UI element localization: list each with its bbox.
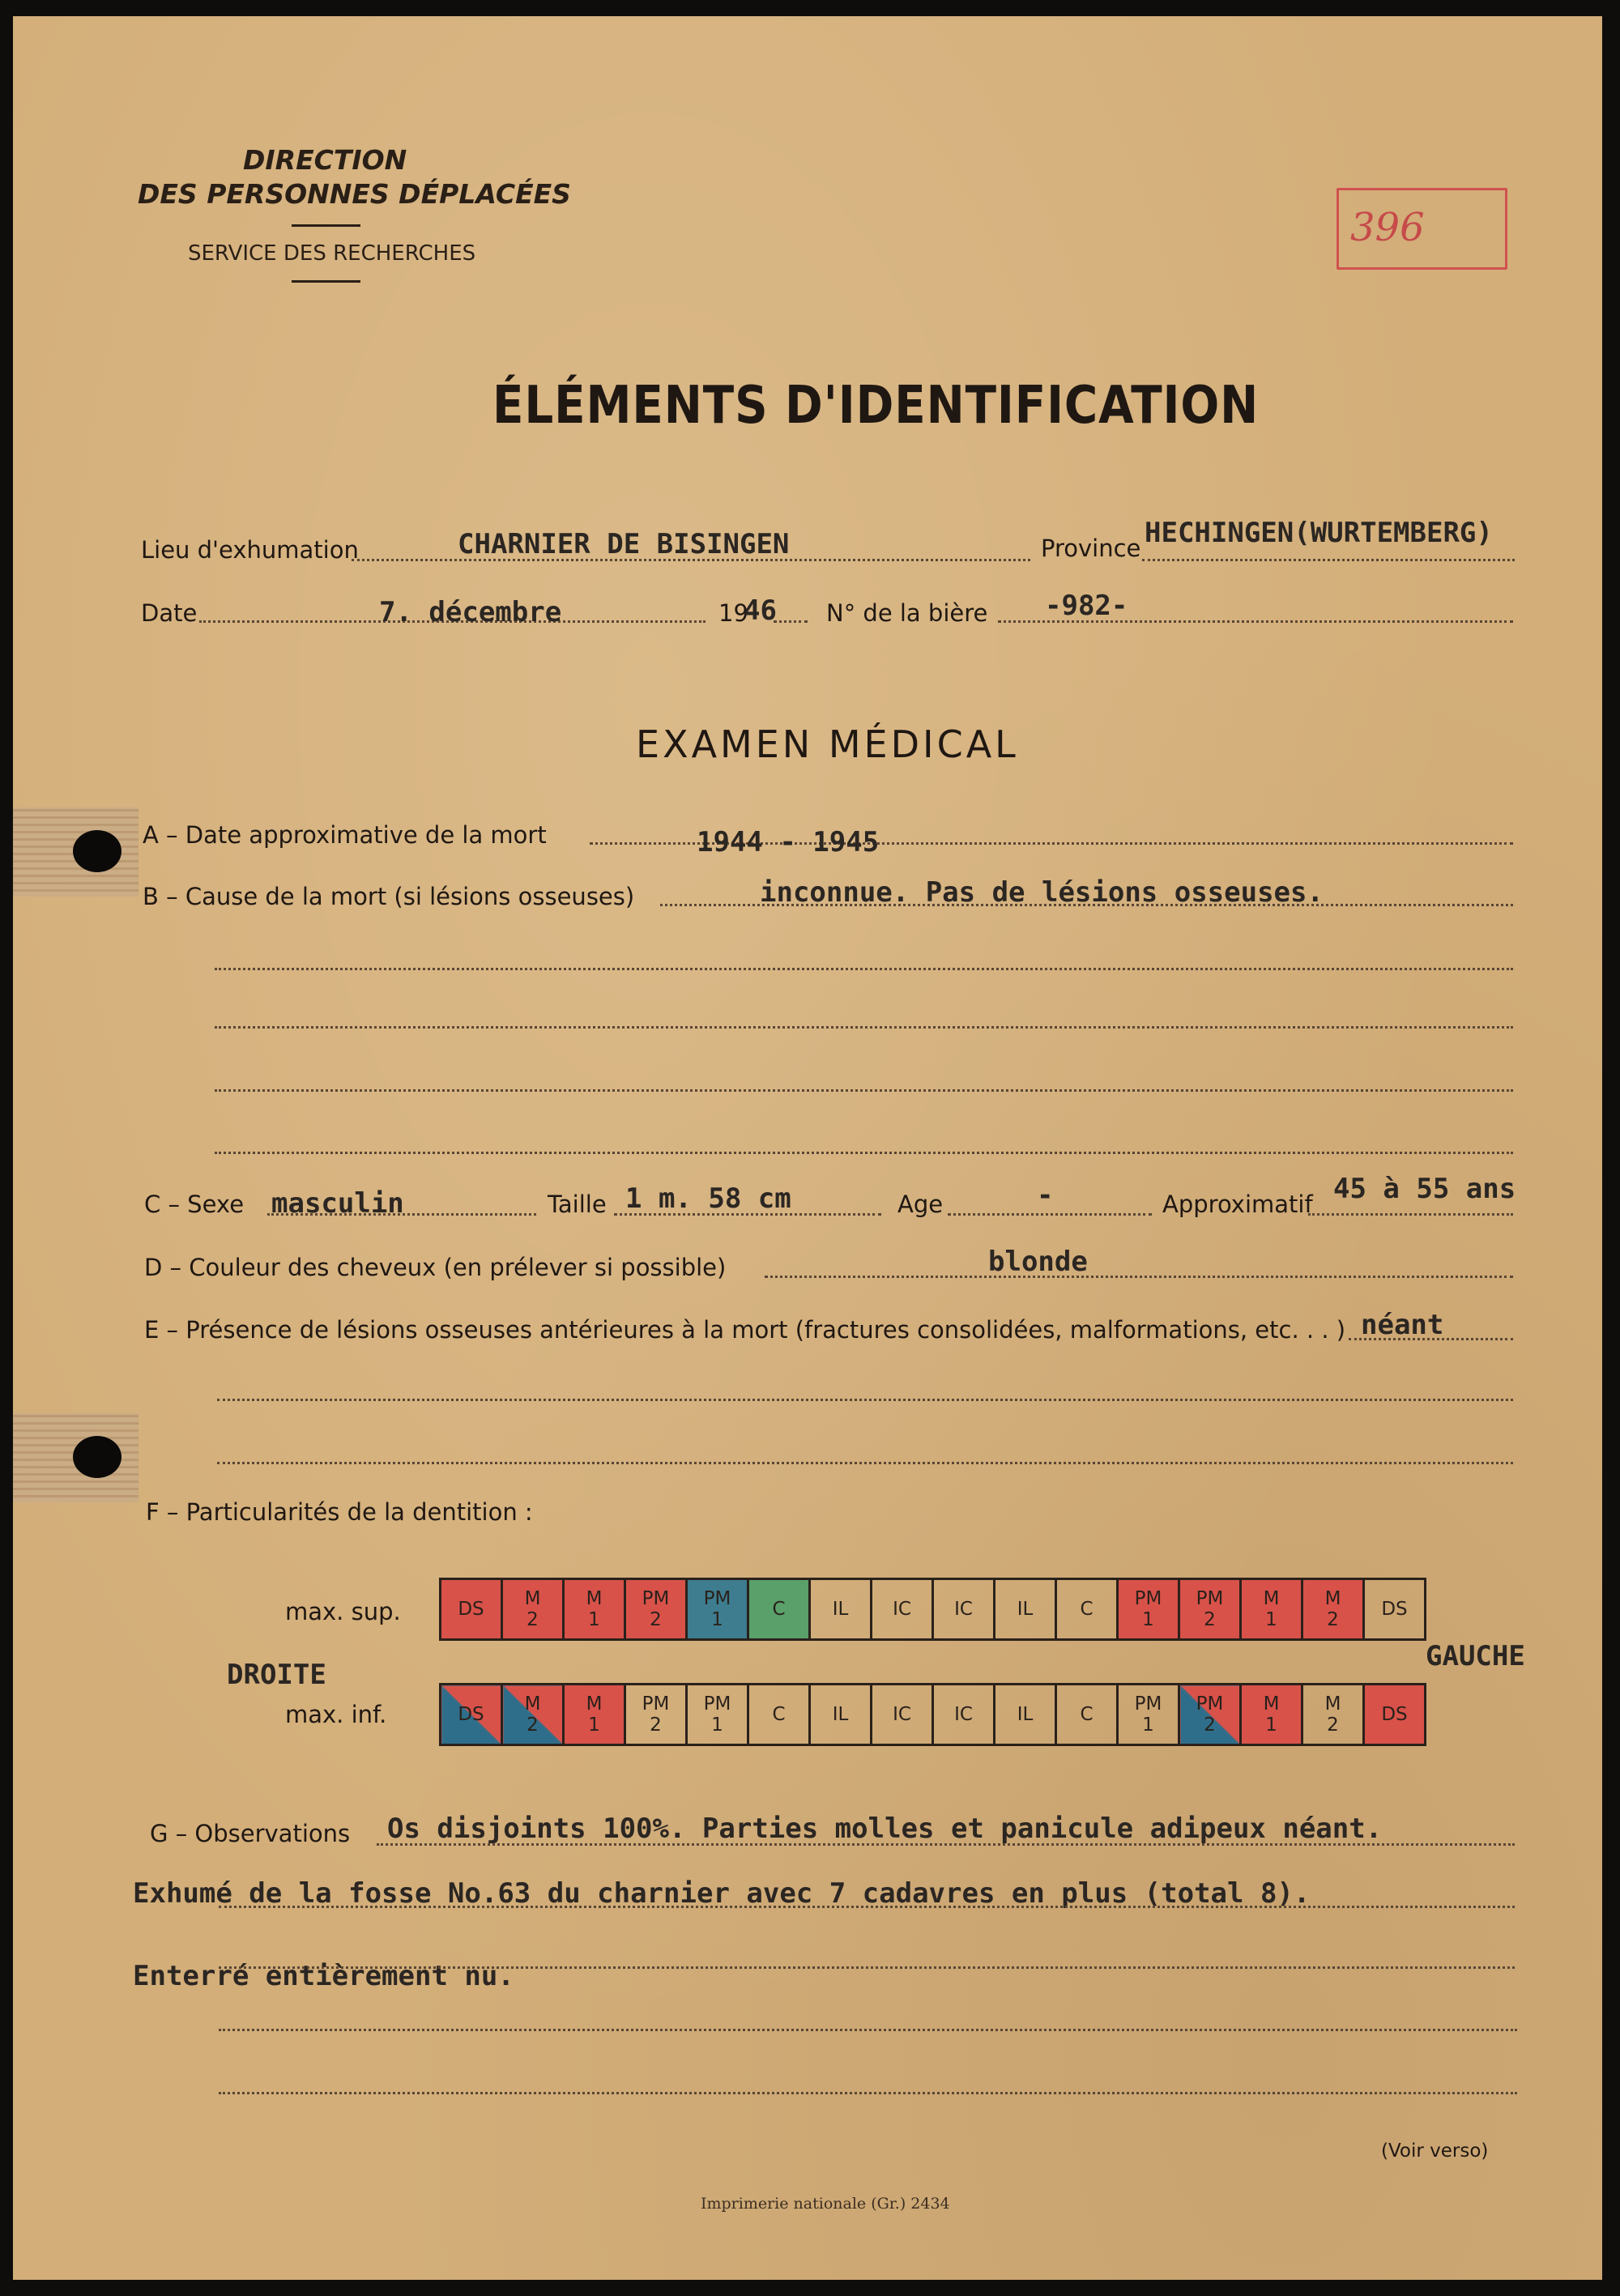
g-line-3-dots — [219, 1966, 1515, 1969]
tooth-label: IL — [1017, 1598, 1034, 1620]
tooth-label: M — [1263, 1693, 1280, 1715]
observations-line-1: Os disjoints 100%. Parties molles et panicule adipeux néant. — [387, 1813, 1383, 1845]
punch-hole-top — [73, 830, 122, 872]
voir-verso: (Voir verso) — [1381, 2141, 1489, 2162]
g-line-1-dots — [377, 1843, 1515, 1846]
tooth-number: 1 — [588, 1715, 600, 1736]
section-b-line-2 — [215, 968, 1513, 970]
tooth-label: IL — [832, 1598, 849, 1620]
tooth-inf-10 — [1056, 1685, 1118, 1745]
tooth-sup-13 — [1241, 1579, 1302, 1640]
tooth-sup-12 — [1179, 1579, 1241, 1640]
tooth-label: M — [1324, 1587, 1341, 1609]
section-a-value: 1944 - 1945 — [697, 826, 880, 858]
tooth-sup-7 — [872, 1579, 933, 1640]
tooth-inf-8 — [933, 1685, 995, 1745]
tooth-number: 2 — [1204, 1609, 1216, 1630]
tooth-label: PM — [1196, 1693, 1224, 1715]
teeth-row-upper — [441, 1579, 1426, 1640]
tooth-inf-9 — [995, 1685, 1056, 1745]
file-number-stamp — [1336, 188, 1507, 270]
section-e-label: E – Présence de lésions osseuses antérieures à la mort (fractures consolidées, malformations, etc. . . ) — [144, 1316, 1346, 1344]
tooth-inf-1 — [502, 1685, 564, 1745]
tooth-sup-8 — [933, 1579, 995, 1640]
tooth-number: 2 — [650, 1609, 662, 1630]
tooth-sup-5 — [748, 1579, 810, 1640]
gauche-label: GAUCHE — [1426, 1640, 1525, 1672]
tooth-label: PM — [703, 1693, 731, 1715]
tooth-label: IL — [832, 1703, 849, 1725]
tooth-label: C — [772, 1703, 786, 1725]
imprimerie-line: Imprimerie nationale (Gr.) 2434 — [701, 2195, 950, 2213]
year-dots — [774, 620, 808, 623]
tooth-inf-13 — [1241, 1685, 1302, 1745]
tooth-label: C — [1080, 1703, 1094, 1725]
tooth-inf-12 — [1179, 1685, 1241, 1745]
section-b-label: B – Cause de la mort (si lésions osseuses) — [143, 883, 635, 910]
tooth-label: PM — [1196, 1587, 1224, 1609]
tooth-label: C — [772, 1598, 786, 1620]
tooth-label: M — [524, 1587, 541, 1609]
tooth-sup-4 — [687, 1579, 748, 1640]
lieu-label: Lieu d'exhumation — [141, 536, 359, 564]
approx-label: Approximatif — [1162, 1191, 1313, 1218]
biere-value: -982- — [1045, 590, 1128, 622]
tooth-inf-3 — [625, 1685, 687, 1745]
lieu-value: CHARNIER DE BISINGEN — [458, 528, 790, 560]
tooth-sup-3 — [625, 1579, 687, 1640]
tooth-number: 1 — [1265, 1715, 1277, 1736]
page-title: ÉLÉMENTS D'IDENTIFICATION — [492, 376, 1260, 436]
tooth-inf-2 — [564, 1685, 625, 1745]
tooth-inf-7 — [872, 1685, 933, 1745]
tooth-label: PM — [642, 1587, 670, 1609]
province-label: Province — [1041, 535, 1141, 562]
province-value: HECHINGEN(WURTEMBERG) — [1145, 517, 1493, 549]
tooth-inf-6 — [810, 1685, 872, 1745]
tooth-number: 2 — [650, 1715, 662, 1736]
tooth-label: IC — [954, 1703, 973, 1725]
tooth-label: M — [586, 1587, 603, 1609]
observations-line-3: Enterré entièrement nu. — [133, 1960, 514, 1992]
tooth-sup-9 — [995, 1579, 1056, 1640]
tooth-number: 1 — [711, 1715, 723, 1736]
section-d-label: D – Couleur des cheveux (en prélever si possible) — [144, 1254, 727, 1281]
tooth-number: 1 — [1142, 1609, 1154, 1630]
g-line-4-dots — [219, 2029, 1517, 2031]
section-c-sexe-label: C – Sexe — [144, 1191, 245, 1218]
tooth-label: DS — [1381, 1703, 1408, 1725]
section-b-line-4 — [215, 1089, 1513, 1092]
tooth-label: IC — [954, 1598, 973, 1620]
tooth-inf-4 — [687, 1685, 748, 1745]
header-service: SERVICE DES RECHERCHES — [188, 241, 476, 266]
g-line-2-dots — [219, 1906, 1515, 1908]
observations-line-2: Exhumé de la fosse No.63 du charnier avec 7 cadavres en plus (total 8). — [133, 1877, 1311, 1910]
tooth-label: DS — [1381, 1598, 1408, 1620]
tooth-number: 2 — [526, 1715, 539, 1736]
tooth-sup-15 — [1364, 1579, 1426, 1640]
droite-label: DROITE — [227, 1659, 326, 1691]
tooth-sup-0 — [441, 1579, 502, 1640]
age-value: - — [1037, 1179, 1054, 1212]
tooth-label: DS — [458, 1703, 484, 1725]
section-e-value: néant — [1361, 1309, 1444, 1341]
section-e-line-3 — [217, 1462, 1513, 1464]
tooth-inf-14 — [1302, 1685, 1364, 1745]
section-d-value: blonde — [988, 1246, 1088, 1278]
max-sup-label: max. sup. — [285, 1598, 401, 1625]
tooth-label: M — [1263, 1587, 1280, 1609]
exam-title: EXAMEN MÉDICAL — [636, 722, 1019, 766]
tooth-inf-15 — [1364, 1685, 1426, 1745]
tooth-label: PM — [642, 1693, 670, 1715]
tooth-label: M — [586, 1693, 603, 1715]
tooth-inf-5 — [748, 1685, 810, 1745]
tooth-label: PM — [1134, 1587, 1162, 1609]
teeth-chart-lower — [439, 1683, 1426, 1746]
tooth-number: 2 — [1204, 1715, 1216, 1736]
tooth-label: PM — [1134, 1693, 1162, 1715]
section-b-line-3 — [215, 1026, 1513, 1029]
approx-value: 45 à 55 ans — [1333, 1173, 1516, 1205]
age-dots — [948, 1213, 1152, 1216]
header-rule-1 — [292, 224, 360, 227]
tooth-label: DS — [458, 1598, 484, 1620]
biere-label: N° de la bière — [826, 599, 988, 627]
header-rule-2 — [292, 280, 360, 283]
teeth-row-lower — [441, 1685, 1426, 1745]
section-f-label: F – Particularités de la dentition : — [146, 1498, 533, 1526]
file-number: 396 — [1350, 205, 1425, 250]
taille-label: Taille — [548, 1191, 607, 1218]
max-inf-label: max. inf. — [285, 1701, 387, 1728]
tooth-number: 1 — [1142, 1715, 1154, 1736]
tooth-label: IC — [893, 1703, 911, 1725]
province-dots — [1142, 559, 1515, 561]
tooth-number: 1 — [588, 1609, 600, 1630]
date-label: Date — [141, 599, 198, 627]
section-b-line-5 — [215, 1152, 1513, 1154]
tooth-label: C — [1080, 1598, 1094, 1620]
header-direction: DIRECTION — [243, 144, 407, 176]
section-g-label: G – Observations — [150, 1820, 351, 1847]
tooth-label: PM — [703, 1587, 731, 1609]
tooth-number: 1 — [1265, 1609, 1277, 1630]
punch-hole-bottom — [73, 1436, 122, 1478]
tooth-sup-10 — [1056, 1579, 1118, 1640]
tooth-inf-0 — [441, 1685, 502, 1745]
section-d-dots — [765, 1276, 1513, 1278]
g-line-5-dots — [219, 2092, 1517, 2094]
tooth-inf-11 — [1118, 1685, 1179, 1745]
tooth-sup-11 — [1118, 1579, 1179, 1640]
tooth-label: M — [524, 1693, 541, 1715]
section-b-value: inconnue. Pas de lésions osseuses. — [760, 876, 1324, 909]
age-label: Age — [897, 1191, 944, 1218]
tooth-sup-1 — [502, 1579, 564, 1640]
year-value: 46 — [744, 594, 777, 627]
taille-value: 1 m. 58 cm — [625, 1182, 791, 1215]
tooth-sup-6 — [810, 1579, 872, 1640]
tooth-number: 2 — [1327, 1715, 1339, 1736]
teeth-chart-upper — [439, 1578, 1426, 1641]
tooth-sup-14 — [1302, 1579, 1364, 1640]
year-prefix: 19 — [718, 599, 748, 627]
form-sheet — [13, 16, 1602, 2280]
date-value: 7. décembre — [379, 596, 562, 628]
section-a-label: A – Date approximative de la mort — [143, 821, 547, 849]
tooth-sup-2 — [564, 1579, 625, 1640]
tooth-number: 1 — [711, 1609, 723, 1630]
tooth-label: M — [1324, 1693, 1341, 1715]
section-e-line-2 — [217, 1399, 1513, 1401]
approx-dots — [1308, 1213, 1513, 1216]
tooth-label: IL — [1017, 1703, 1034, 1725]
tooth-number: 2 — [1327, 1609, 1339, 1630]
sexe-value: masculin — [271, 1187, 404, 1220]
tooth-number: 2 — [526, 1609, 539, 1630]
tooth-label: IC — [893, 1598, 911, 1620]
header-department: DES PERSONNES DÉPLACÉES — [138, 178, 571, 210]
